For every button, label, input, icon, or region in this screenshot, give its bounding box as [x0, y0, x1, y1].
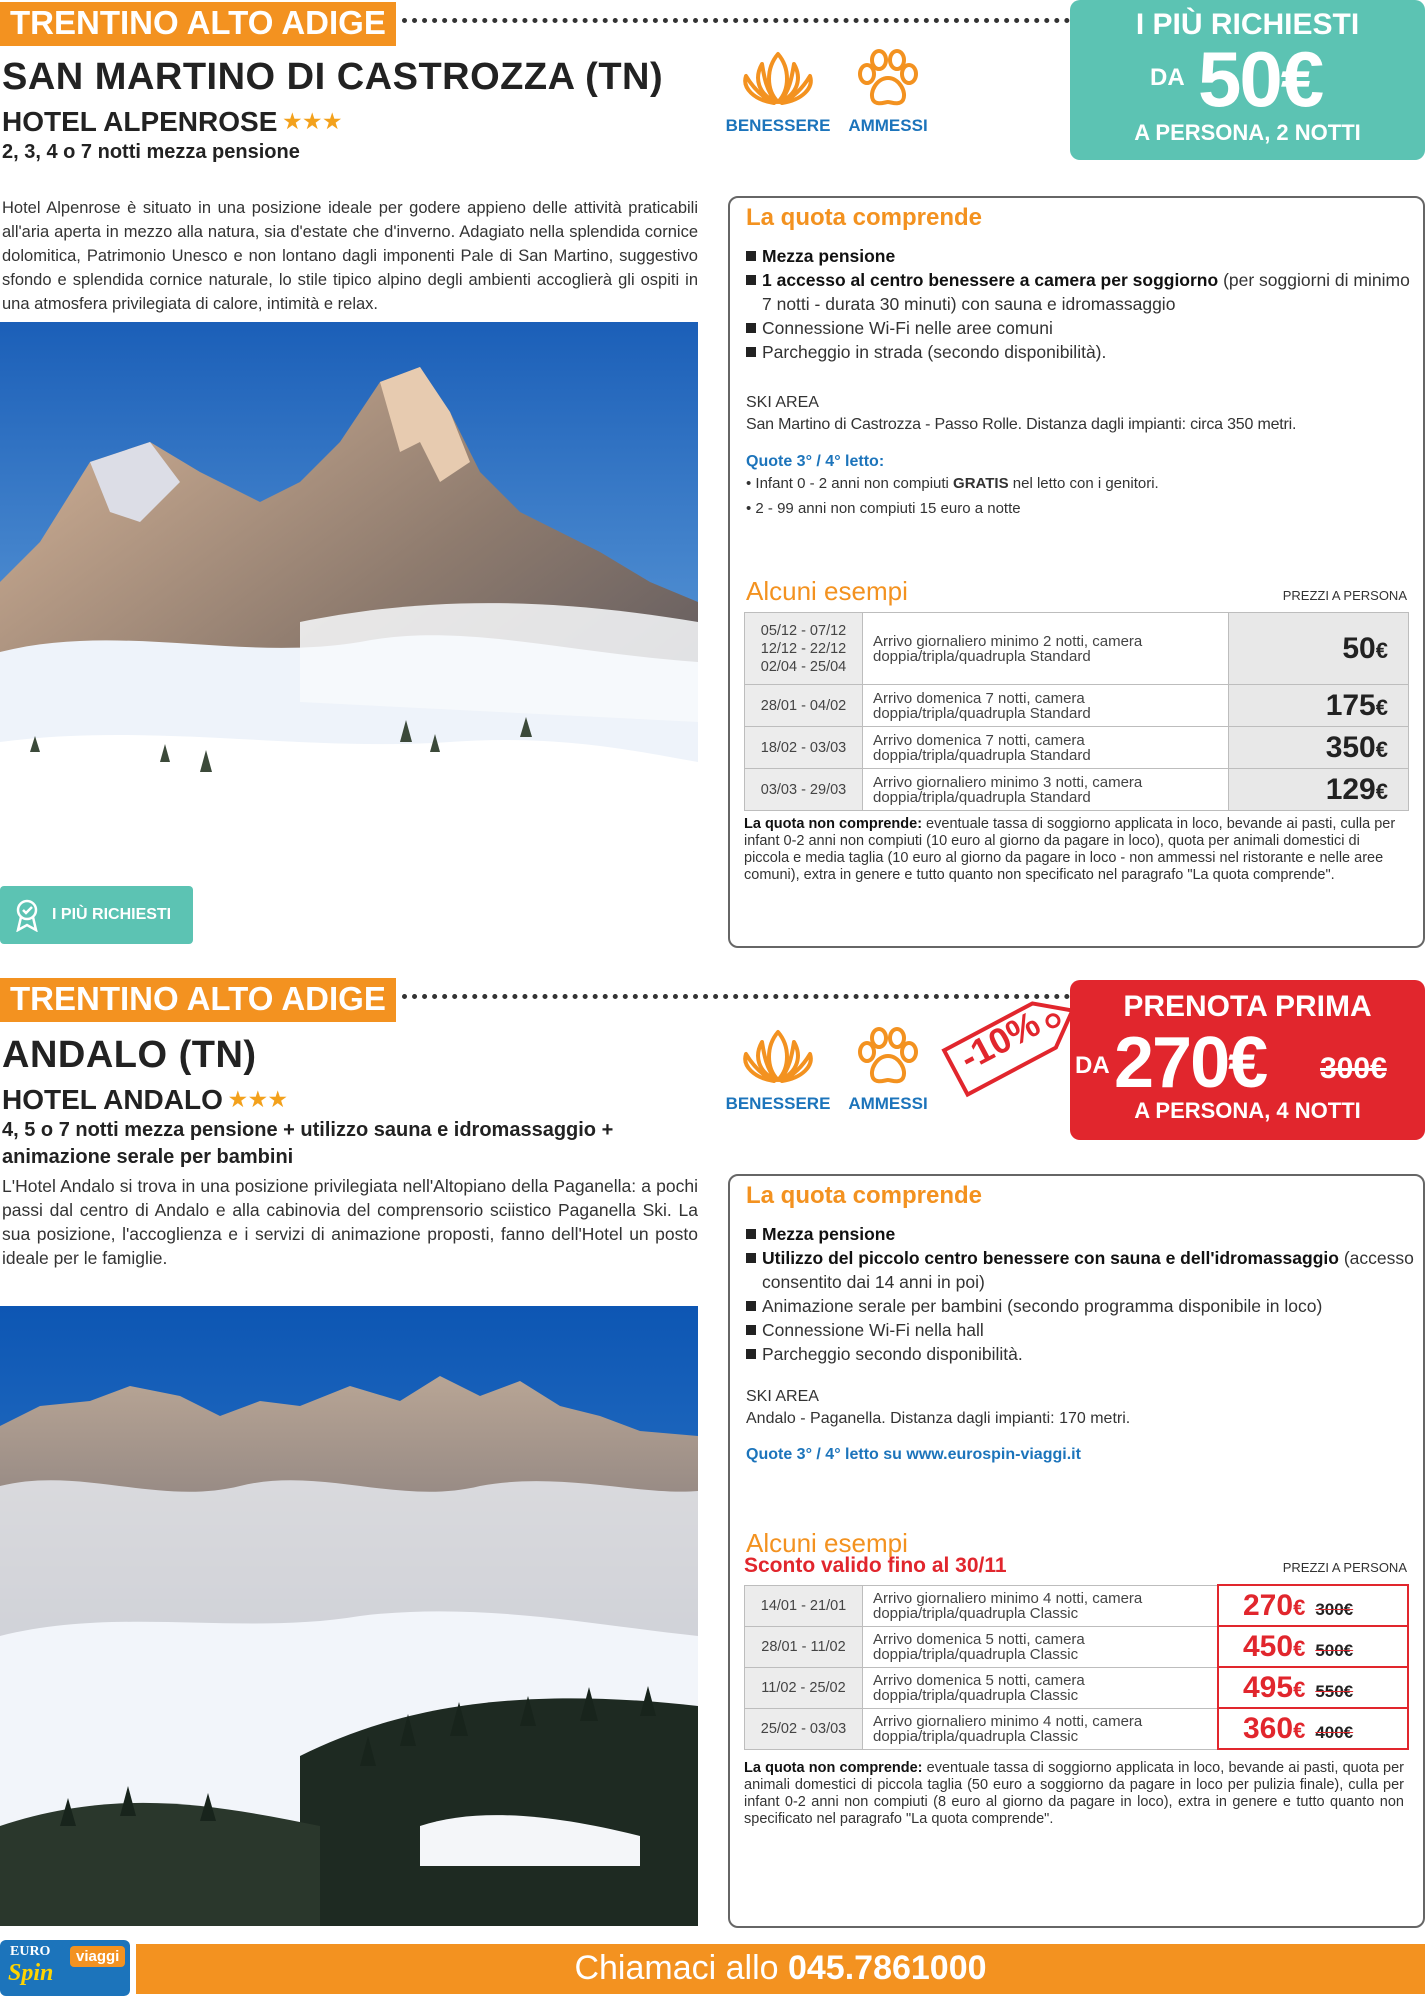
row-old-price: 300€ [1315, 1599, 1354, 1619]
not-included-label: La quota non comprende: [744, 1760, 923, 1776]
pets-label: AMMESSI [848, 1094, 928, 1113]
hotel-photo-mountain [0, 1306, 698, 1926]
row-new-price: 495€ [1243, 1670, 1306, 1704]
row-description: Arrivo giornaliero minimo 4 notti, camera doppia/tripla/quadrupla Classic [863, 1708, 1219, 1749]
badge-from: DA [1150, 64, 1185, 91]
included-item: Utilizzo del piccolo centro benessere con sauna e dell'idromassaggio (accesso consentito dai 14 anni in poi) [746, 1246, 1416, 1294]
region-tag: TRENTINO ALTO ADIGE [0, 2, 396, 46]
badge-from: DA [1075, 1052, 1110, 1079]
most-requested-tag [0, 886, 193, 944]
mountain-photo-illustration [0, 322, 698, 872]
paw-icon [853, 1026, 923, 1088]
bullet-square-icon [746, 1229, 756, 1239]
row-description: Arrivo domenica 7 notti, camera doppia/tripla/quadrupla Standard [863, 685, 1229, 727]
row-price: 50€ [1229, 613, 1409, 685]
included-item: Animazione serale per bambini (secondo programma disponibile in loco) [746, 1294, 1416, 1318]
call-us-text: Chiamaci allo [574, 1949, 788, 1987]
row-description: Arrivo giornaliero minimo 2 notti, camera doppia/tripla/quadrupla Standard [863, 613, 1229, 685]
badge-subtitle: A PERSONA, 4 NOTTI [1134, 1098, 1361, 1123]
phone-number[interactable]: 045.7861000 [787, 1949, 987, 1987]
bullet-square-icon [746, 1349, 756, 1359]
included-item: Parcheggio in strada (secondo disponibilità). [746, 340, 1416, 364]
hotel-description: L'Hotel Andalo si trova in una posizione privilegiata nell'Altopiano della Paganella: a pochi passi dal centro di Andalo e alla cabinovia del comprensorio sciistico Paganella Ski. La sua posizione, l'accoglienza e i servizi di animazione proposti, fanno dell'Hotel un posto ideale per le famiglie. [2, 1176, 698, 1268]
included-item: Mezza pensione [746, 244, 1416, 268]
row-price [1218, 1667, 1408, 1708]
hotel-description: Hotel Alpenrose è situato in una posizione ideale per godere appieno delle attività praticabili all'aria aperta in mezzo alla natura, sia d'estate che d'inverno. Adagiato nella splendida cornice dolomitica, Patrimonio Unesco e non lontano dagli imponenti Pale di San Martino, suggestivo sfondo e splendida cornice naturale, lo stile tipico alpino degli ambienti accoglierà gli ospiti in una atmosfera privilegiata di calore, intimità e relax. [2, 199, 698, 313]
pets-feature [838, 1026, 938, 1114]
logo-spin: Spin [8, 1960, 54, 1986]
row-new-price: 270€ [1243, 1588, 1306, 1622]
per-person-label: PREZZI A PERSONA [1282, 588, 1407, 603]
row-price [1218, 1585, 1408, 1626]
included-item: 1 accesso al centro benessere a camera per soggiorno (per soggiorni di minimo 7 notti - durata 30 minuti) con sauna e idromassaggio [746, 268, 1416, 316]
not-included-body: eventuale tassa di soggiorno applicata in loco, bevande ai pasti, culla per infant 0-2 anni non compiuti (10 euro al giorno da pagare in loco), quota per animali domestici di piccola e media taglia (10 euro al giorno da pagare in loco - non ammessi nel ristorante e nelle aree comuni), extra in genere e tutto quanto non specificato nel paragrafo "La quota comprende". [744, 816, 1396, 883]
badge-price-row [1070, 1023, 1425, 1103]
pets-label: AMMESSI [848, 116, 928, 135]
bullet-square-icon [746, 1301, 756, 1311]
included-list [746, 1222, 1416, 1366]
included-item: Connessione Wi-Fi nella hall [746, 1318, 1416, 1342]
badge-title: I PIÙ RICHIESTI [1135, 8, 1360, 41]
not-included-text [744, 1760, 1404, 1828]
wellness-feature [725, 1026, 831, 1114]
row-dates: 05/12 - 07/12 12/12 - 22/12 02/04 - 25/04 [745, 613, 863, 685]
bullet-square-icon [746, 275, 756, 285]
mountain-photo-illustration [0, 1306, 698, 1926]
extra-bed-line-1 [746, 473, 1159, 495]
pets-feature [838, 48, 938, 136]
not-included-text [744, 816, 1404, 884]
extra-bed-link[interactable]: Quote 3° / 4° letto su www.eurospin-viaggi.it [746, 1446, 1081, 1463]
badge-price: 270€ [1114, 1023, 1267, 1103]
badge-title: PRENOTA PRIMA [1123, 990, 1372, 1023]
not-included-label: La quota non comprende: [744, 816, 923, 832]
included-item: Parcheggio secondo disponibilità. [746, 1342, 1416, 1366]
wellness-feature [725, 48, 831, 136]
hotel-name [2, 106, 343, 138]
badge-price: 50€ [1198, 35, 1323, 123]
included-title: La quota comprende [746, 1182, 983, 1209]
call-us-bar[interactable] [136, 1944, 1425, 1994]
stay-options: 4, 5 o 7 notti mezza pensione + utilizzo sauna e idromassaggio + animazione serale per bambini [2, 1119, 614, 1168]
included-box [728, 196, 1425, 948]
row-new-price: 360€ [1243, 1711, 1306, 1745]
table-row [745, 613, 1409, 685]
discount-tag-label: -10% [953, 1002, 1047, 1079]
row-description: Arrivo domenica 5 notti, camera doppia/tripla/quadrupla Classic [863, 1626, 1219, 1667]
ski-area-label: SKI AREA [746, 1388, 819, 1405]
lotus-icon [732, 48, 824, 110]
extra-bed-label: Quote 3° / 4° letto: [746, 453, 885, 470]
examples-table [744, 612, 1409, 811]
bullet-square-icon [746, 323, 756, 333]
hotel-name-text: HOTEL ANDALO [2, 1084, 223, 1115]
extra-bed-free: GRATIS [953, 475, 1009, 492]
row-description: Arrivo giornaliero minimo 4 notti, camera doppia/tripla/quadrupla Classic [863, 1585, 1219, 1626]
bullet-square-icon [746, 251, 756, 261]
examples-title: Alcuni esempi [746, 576, 908, 606]
row-description: Arrivo domenica 5 notti, camera doppia/tripla/quadrupla Classic [863, 1667, 1219, 1708]
table-row [745, 769, 1409, 811]
per-person-label: PREZZI A PERSONA [1282, 1560, 1407, 1575]
table-row [745, 1585, 1409, 1626]
award-ribbon-icon [12, 898, 42, 932]
bullet-square-icon [746, 347, 756, 357]
stay-options: 2, 3, 4 o 7 notti mezza pensione [2, 141, 300, 163]
included-item: Connessione Wi-Fi nelle aree comuni [746, 316, 1416, 340]
ski-area-label: SKI AREA [746, 394, 819, 411]
included-box [728, 1174, 1425, 1928]
discount-note: Sconto valido fino al 30/11 [744, 1554, 1007, 1577]
included-item: Mezza pensione [746, 1222, 1416, 1246]
badge-subtitle: A PERSONA, 2 NOTTI [1134, 120, 1361, 145]
hotel-name-text: HOTEL ALPENROSE [2, 106, 278, 137]
hotel-photo-mountain [0, 322, 698, 872]
region-tag: TRENTINO ALTO ADIGE [0, 978, 396, 1022]
examples-title: Alcuni esempi [746, 1528, 908, 1558]
row-dates: 11/02 - 25/02 [745, 1667, 863, 1708]
early-booking-badge [1070, 980, 1425, 1140]
divider-dots [402, 18, 1070, 23]
table-row [745, 1667, 1409, 1708]
included-title: La quota comprende [746, 204, 983, 231]
most-requested-tag-label: I PIÙ RICHIESTI [52, 906, 172, 923]
hotel-name [2, 1084, 289, 1116]
row-description: Arrivo giornaliero minimo 3 notti, camera doppia/tripla/quadrupla Standard [863, 769, 1229, 811]
row-dates: 28/01 - 04/02 [745, 685, 863, 727]
eurospin-viaggi-logo [0, 1940, 130, 1996]
paw-icon [853, 48, 923, 110]
table-row [745, 1708, 1409, 1749]
star-rating-icon: ★★★ [283, 111, 344, 133]
wellness-label: BENESSERE [725, 116, 831, 135]
badge-old-price: 300€ [1320, 1052, 1387, 1085]
row-old-price: 550€ [1315, 1681, 1354, 1701]
row-description: Arrivo domenica 7 notti, camera doppia/tripla/quadrupla Standard [863, 727, 1229, 769]
row-price: 175€ [1229, 685, 1409, 727]
row-dates: 25/02 - 03/03 [745, 1708, 863, 1749]
row-price: 129€ [1229, 769, 1409, 811]
bullet-square-icon [746, 1253, 756, 1263]
row-price: 350€ [1229, 727, 1409, 769]
lotus-icon [732, 1026, 824, 1088]
table-row [745, 1626, 1409, 1667]
bullet-square-icon [746, 1325, 756, 1335]
row-dates: 18/02 - 03/03 [745, 727, 863, 769]
row-old-price: 500€ [1315, 1640, 1354, 1660]
row-price [1218, 1626, 1408, 1667]
extra-bed-line-1-pre: • Infant 0 - 2 anni non compiuti [746, 475, 954, 492]
logo-euro: EURO [10, 1944, 51, 1959]
badge-price-row [1070, 35, 1425, 123]
row-new-price: 450€ [1243, 1629, 1306, 1663]
ski-area-text: San Martino di Castrozza - Passo Rolle. Distanza dagli impianti: circa 350 metri. [746, 416, 1297, 433]
row-price [1218, 1708, 1408, 1749]
table-row [745, 685, 1409, 727]
logo-viaggi: viaggi [70, 1946, 125, 1967]
row-dates: 03/03 - 29/03 [745, 769, 863, 811]
included-list [746, 244, 1416, 364]
extra-bed-line-1-post: nel letto con i genitori. [1008, 475, 1159, 492]
table-row [745, 727, 1409, 769]
wellness-label: BENESSERE [725, 1094, 831, 1113]
star-rating-icon: ★★★ [228, 1089, 289, 1111]
row-old-price: 400€ [1315, 1722, 1354, 1742]
ski-area-text: Andalo - Paganella. Distanza dagli impianti: 170 metri. [746, 1410, 1131, 1427]
row-dates: 14/01 - 21/01 [745, 1585, 863, 1626]
examples-table [744, 1584, 1409, 1750]
location-title: ANDALO (TN) [2, 1034, 257, 1076]
not-included-body: eventuale tassa di soggiorno applicata in loco, bevande ai pasti, quota per animali domestici di piccola taglia (50 euro a soggiorno da pagare in loco per pulizia finale), culla per infant 0-2 anni non compiuti (8 euro al giorno da pagare in loco), extra in genere e tutto quanto non specificato nel paragrafo "La quota comprende". [744, 1760, 1404, 1827]
row-dates: 28/01 - 11/02 [745, 1626, 863, 1667]
most-requested-badge [1070, 0, 1425, 160]
location-title: SAN MARTINO DI CASTROZZA (TN) [2, 56, 664, 98]
extra-bed-line-2: • 2 - 99 anni non compiuti 15 euro a notte [746, 500, 1021, 517]
